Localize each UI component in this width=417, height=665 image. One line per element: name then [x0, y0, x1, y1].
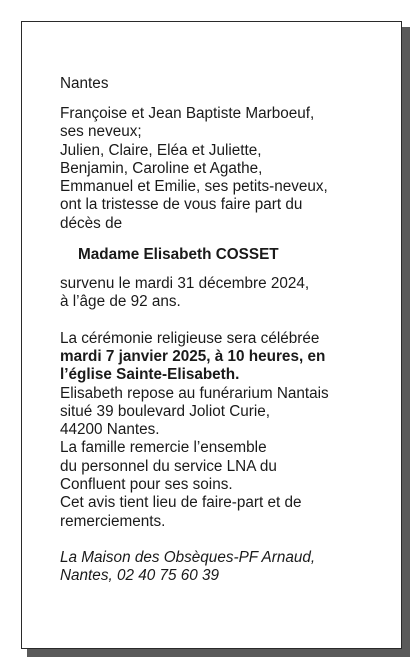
notice-content — [60, 60, 390, 586]
ceremony-date-line: mardi 7 janvier 2025, à 10 heures, en — [60, 347, 326, 365]
signature-line: Nantes, 02 40 75 60 39 — [60, 567, 220, 585]
family-line: ont la tristesse de vous faire part du — [60, 196, 303, 214]
info-line: du personnel du service LNA du — [60, 457, 277, 475]
info-line: remerciements. — [60, 512, 166, 530]
obituary-notice — [21, 21, 402, 649]
family-announcement — [60, 105, 390, 233]
ceremony-intro: La cérémonie religieuse sera célébrée — [60, 329, 320, 347]
ceremony-details — [60, 330, 390, 531]
info-line: Elisabeth repose au funérarium Nantais — [60, 384, 329, 402]
family-line: Julien, Claire, Eléa et Juliette, — [60, 141, 262, 159]
death-details — [60, 275, 390, 312]
signature-line: La Maison des Obsèques-PF Arnaud, — [60, 548, 316, 566]
info-line: 44200 Nantes. — [60, 421, 160, 439]
deceased-name: Madame Elisabeth COSSET — [78, 246, 279, 264]
family-line: Françoise et Jean Baptiste Marboeuf, — [60, 105, 315, 122]
family-line: Emmanuel et Emilie, ses petits-neveux, — [60, 178, 328, 196]
info-line: Cet avis tient lieu de faire-part et de — [60, 494, 302, 512]
family-line: ses neveux; — [60, 123, 142, 141]
funeral-home-signature — [60, 549, 390, 586]
family-line: décès de — [60, 214, 123, 232]
info-line: situé 39 boulevard Joliot Curie, — [60, 402, 271, 420]
info-line: Confluent pour ses soins. — [60, 476, 233, 494]
info-line: La famille remercie l’ensemble — [60, 439, 267, 457]
notice-city: Nantes — [60, 75, 109, 92]
family-line: Benjamin, Caroline et Agathe, — [60, 159, 263, 177]
death-line: à l’âge de 92 ans. — [60, 293, 181, 311]
death-line: survenu le mardi 31 décembre 2024, — [60, 275, 310, 293]
ceremony-place-line: l’église Sainte-Elisabeth. — [60, 366, 240, 384]
